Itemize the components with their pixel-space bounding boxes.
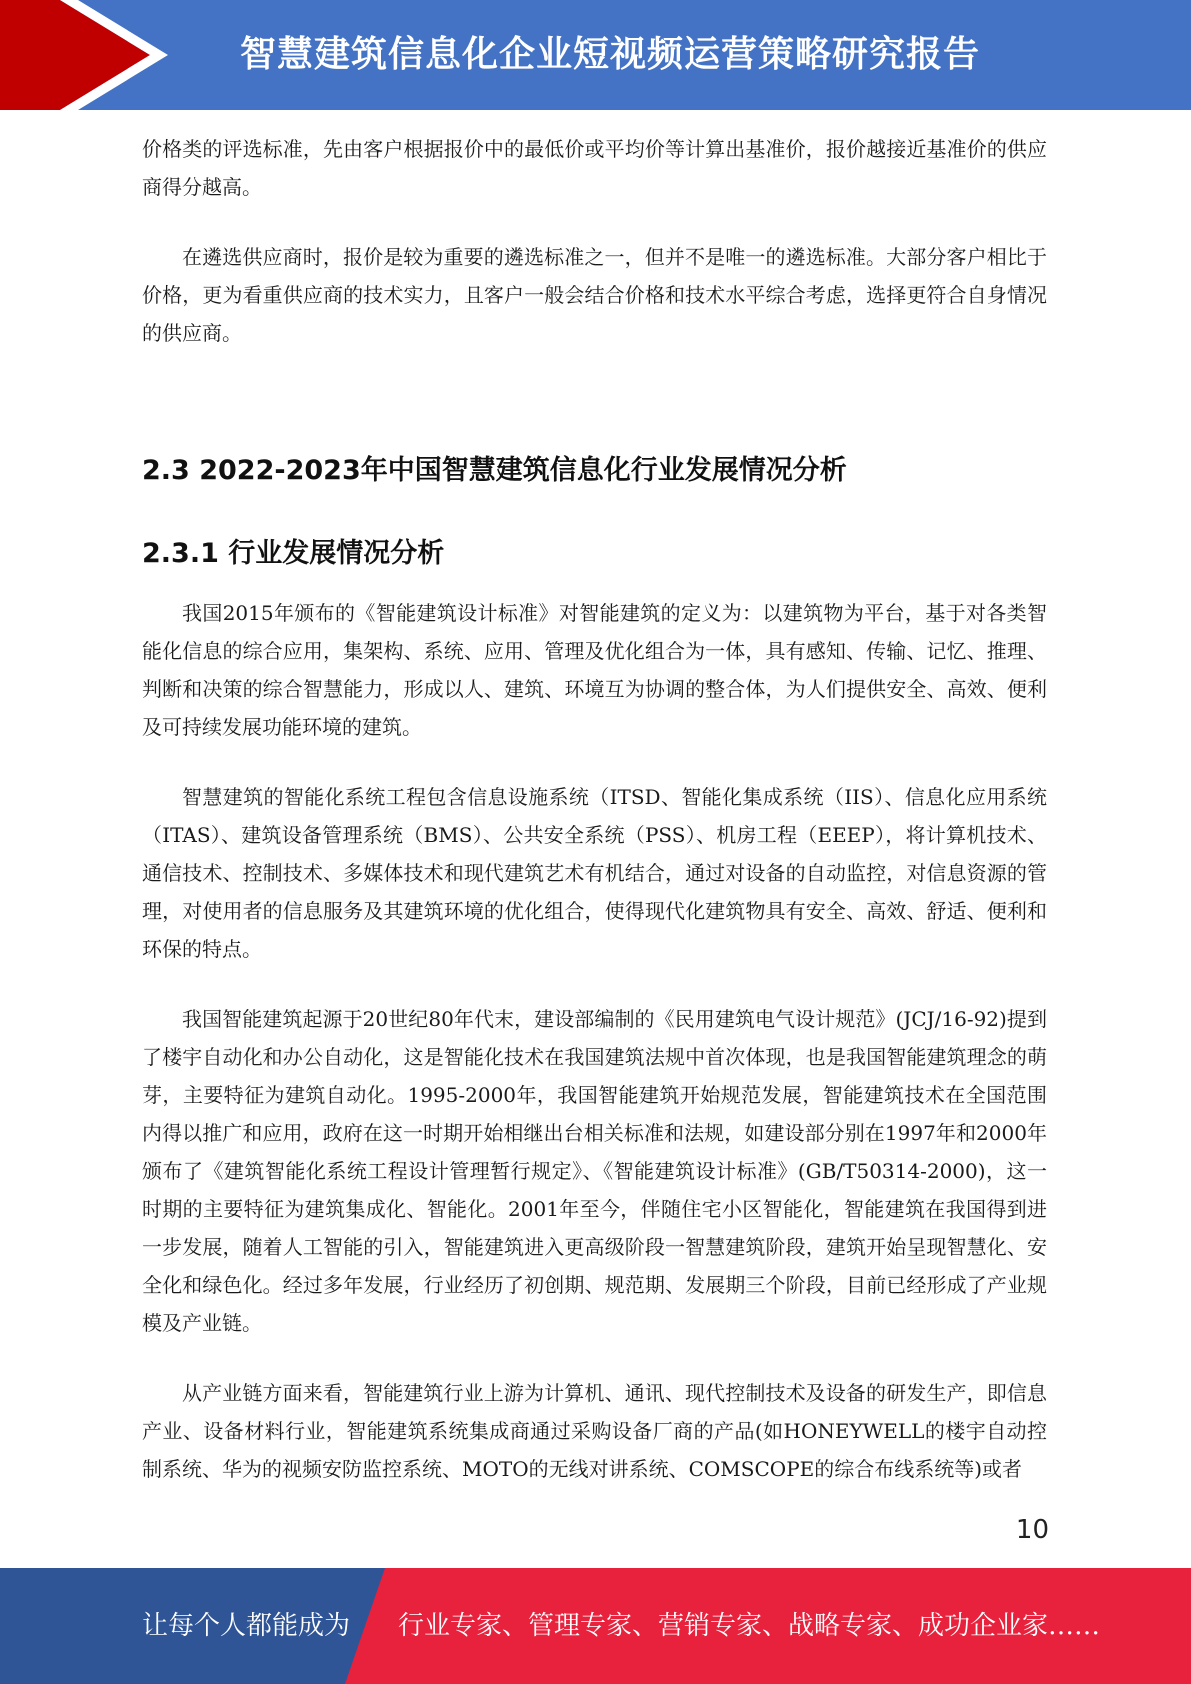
header-banner bbox=[0, 0, 1191, 110]
paragraph: 智慧建筑的智能化系统工程包含信息设施系统（ITSD、智能化集成系统（IIS）、信息化应用系统（ITAS）、建筑设备管理系统（BMS）、公共安全系统（PSS）、机房工程（EEEP），将计算机技术、通信技术、控制技术、多媒体技术和现代建筑艺术有机结合，通过对设备的自动监控，对信息资源的管理，对使用者的信息服务及其建筑环境的优化组合，使得现代化建筑物具有安全、高效、舒适、便利和环保的特点。 bbox=[142, 785, 1047, 961]
footer-slogan-left: 让每个人都能成为 bbox=[142, 1611, 351, 1641]
footer-banner bbox=[0, 1568, 1191, 1684]
footer-slogan-right: 行业专家、管理专家、营销专家、战略专家、成功企业家…… bbox=[398, 1611, 1101, 1641]
page-body bbox=[142, 130, 1047, 1488]
paragraph: 我国2015年颁布的《智能建筑设计标准》对智能建筑的定义为：以建筑物为平台，基于对各类智能化信息的综合应用，集架构、系统、应用、管理及优化组合为一体，具有感知、传输、记忆、推理、判断和决策的综合智慧能力，形成以人、建筑、环境互为协调的整合体，为人们提供安全、高效、便利及可持续发展功能环境的建筑。 bbox=[142, 601, 1047, 739]
section-heading: 2.3 2022-2023年中国智慧建筑信息化行业发展情况分析 bbox=[142, 455, 847, 486]
paragraph: 我国智能建筑起源于20世纪80年代末，建设部编制的《民用建筑电气设计规范》(JCJ/16-92)提到了楼宇自动化和办公自动化，这是智能化技术在我国建筑法规中首次体现，也是我国智能建筑理念的萌芽，主要特征为建筑自动化。1995-2000年，我国智能建筑开始规范发展，智能建筑技术在全国范围内得以推广和应用，政府在这一时期开始相继出台相关标准和法规，如建设部分别在1997年和2000年颁布了《建筑智能化系统工程设计管理暂行规定》、《智能建筑设计标准》(GB/T50314-2000)，这一时期的主要特征为建筑集成化、智能化。2001年至今，伴随住宅小区智能化，智能建筑在我国得到进一步发展，随着人工智能的引入，智能建筑进入更高级阶段一智慧建筑阶段，建筑开始呈现智慧化、安全化和绿色化。经过多年发展，行业经历了初创期、规范期、发展期三个阶段，目前已经形成了产业规模及产业链。 bbox=[142, 1007, 1047, 1335]
page-number: 10 bbox=[1015, 1515, 1049, 1545]
report-title: 智慧建筑信息化企业短视频运营策略研究报告 bbox=[240, 34, 981, 75]
paragraph: 价格类的评选标准，先由客户根据报价中的最低价或平均价等计算出基准价，报价越接近基准价的供应商得分越高。 bbox=[142, 137, 1047, 199]
subsection-heading: 2.3.1 行业发展情况分析 bbox=[142, 538, 445, 569]
paragraph: 从产业链方面来看，智能建筑行业上游为计算机、通讯、现代控制技术及设备的研发生产，即信息产业、设备材料行业，智能建筑系统集成商通过采购设备厂商的产品(如HONEYWELL的楼宇自动控制系统、华为的视频安防监控系统、MOTO的无线对讲系统、COMSCOPE的综合布线系统等)或者 bbox=[142, 1381, 1047, 1481]
paragraph: 在遴选供应商时，报价是较为重要的遴选标准之一，但并不是唯一的遴选标准。大部分客户相比于价格，更为看重供应商的技术实力，且客户一般会结合价格和技术水平综合考虑，选择更符合自身情况的供应商。 bbox=[142, 245, 1047, 345]
